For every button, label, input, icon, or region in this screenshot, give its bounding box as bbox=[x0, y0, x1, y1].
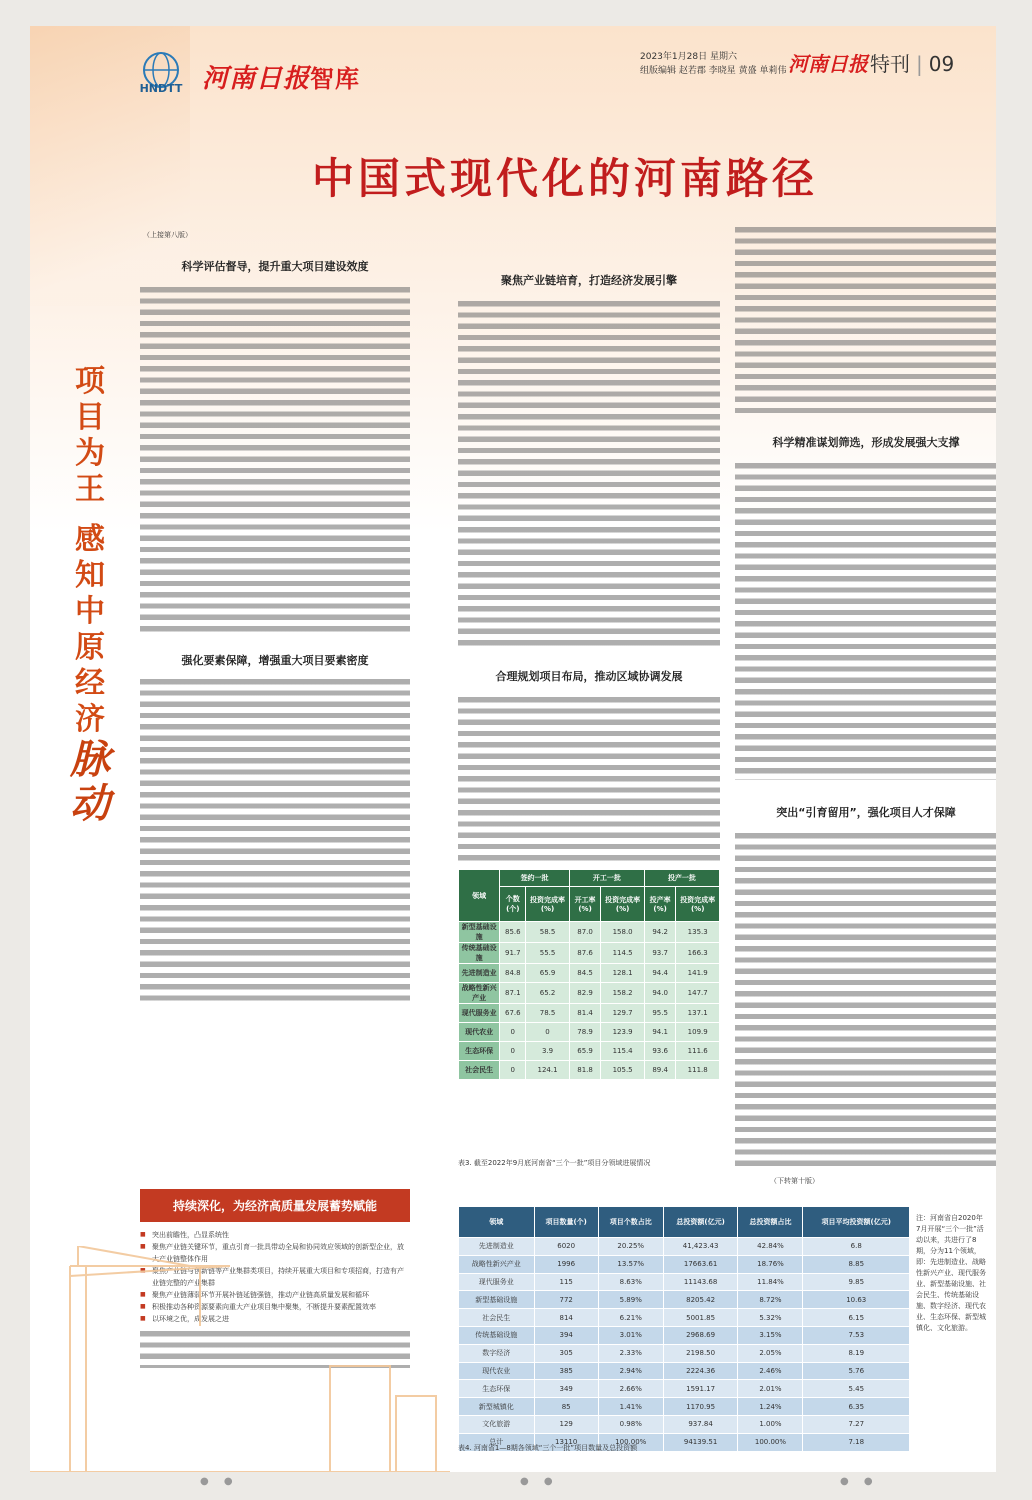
table-3-row bbox=[459, 1004, 720, 1023]
table-3-header-cell: 投资完成率(%) bbox=[526, 887, 570, 922]
table-4-cell: 8205.42 bbox=[663, 1291, 738, 1309]
table-4-cell: 937.84 bbox=[663, 1415, 738, 1433]
table-3-cell: 94.1 bbox=[644, 1023, 676, 1042]
table-4-cell: 10.63 bbox=[803, 1291, 910, 1309]
table-3-group-cell: 投产一批 bbox=[644, 870, 719, 887]
bullet-item: ■ 以环境之优，成发展之进 bbox=[140, 1313, 410, 1325]
table-3-row bbox=[459, 922, 720, 943]
page-dots-icon: ● ● bbox=[520, 1476, 559, 1487]
table-4-row-label: 传统基础设施 bbox=[459, 1326, 535, 1344]
table-3-cell: 93.7 bbox=[644, 943, 676, 964]
table-3-cell: 123.9 bbox=[601, 1023, 645, 1042]
header-info bbox=[640, 50, 786, 78]
table-4-cell: 2968.69 bbox=[663, 1326, 738, 1344]
table-3-header-cell: 领域 bbox=[459, 870, 500, 922]
table-4-cell: 6020 bbox=[534, 1238, 598, 1256]
table-3-cell: 115.4 bbox=[601, 1042, 645, 1061]
table-4-body bbox=[459, 1238, 910, 1452]
table-4-cell: 6.21% bbox=[598, 1309, 663, 1327]
vertical-title bbox=[60, 364, 120, 826]
table-3-group-cell: 签约一批 bbox=[500, 870, 570, 887]
table-4-cell: 2.94% bbox=[598, 1362, 663, 1380]
page-dots-icon: ● ● bbox=[200, 1476, 239, 1487]
table-3-cell: 91.7 bbox=[500, 943, 526, 964]
table-3-caption: 表3. 截至2022年9月底河南省“三个一批”项目分领域进展情况 bbox=[458, 1159, 651, 1167]
table-4-cell: 2.66% bbox=[598, 1380, 663, 1398]
page-number: 09 bbox=[928, 52, 955, 76]
table-3-row bbox=[459, 943, 720, 964]
table-4-cell: 8.19 bbox=[803, 1344, 910, 1362]
table-3-header-cell: 个数(个) bbox=[500, 887, 526, 922]
table-4-row bbox=[459, 1380, 910, 1398]
page-marker: 特刊 | 09 bbox=[870, 52, 955, 76]
table-3-row-label: 生态环保 bbox=[459, 1042, 500, 1061]
table-4-cell: 7.18 bbox=[803, 1433, 910, 1451]
table-4-cell: 3.01% bbox=[598, 1326, 663, 1344]
table-4-cell: 94139.51 bbox=[663, 1433, 738, 1451]
paper-logo: 河南日报 bbox=[788, 52, 868, 76]
vertical-title-line2: 感知中原经济 bbox=[75, 522, 105, 737]
table-4-row-label: 现代服务业 bbox=[459, 1273, 535, 1291]
brand-title bbox=[202, 58, 360, 95]
right-section-1-title: 科学精准谋划筛选，形成发展强大支撑 bbox=[772, 436, 960, 449]
table-4-row bbox=[459, 1362, 910, 1380]
table-4-cell: 11.84% bbox=[738, 1273, 803, 1291]
table-4-cell: 2.46% bbox=[738, 1362, 803, 1380]
table-3-header-cell: 投资完成率(%) bbox=[676, 887, 720, 922]
table-4-cell: 1996 bbox=[534, 1255, 598, 1273]
table-4-row bbox=[459, 1415, 910, 1433]
table-4-cell: 129 bbox=[534, 1415, 598, 1433]
table-3-header-cell: 开工率(%) bbox=[569, 887, 601, 922]
table-4-cell: 2.33% bbox=[598, 1344, 663, 1362]
table-3-cell: 158.0 bbox=[601, 922, 645, 943]
table-3-cell: 0 bbox=[526, 1023, 570, 1042]
table-4-cell: 8.63% bbox=[598, 1273, 663, 1291]
table-3-cell: 94.4 bbox=[644, 964, 676, 983]
logo-badge-text: HNDTT bbox=[139, 82, 183, 95]
table-3-row-label: 现代服务业 bbox=[459, 1004, 500, 1023]
table-4-row bbox=[459, 1238, 910, 1256]
table-3-cell: 84.5 bbox=[569, 964, 601, 983]
table-4-cell: 6.35 bbox=[803, 1398, 910, 1416]
table-4-cell: 5.76 bbox=[803, 1362, 910, 1380]
table-4-cell: 1591.17 bbox=[663, 1380, 738, 1398]
brand-suffix: 智库 bbox=[310, 65, 361, 93]
table-4-note: 注：河南省自2020年7月开展“三个一批”活动以来，共进行了8期，分为11个领域，即：先进制造业、战略性新兴产业、现代服务业、新型基础设施、社会民生、传统基础设施、数字经济、现代农业、生态环保、新型城镇化、文化旅游。 bbox=[916, 1214, 986, 1332]
table-3-header-cell: 投产率(%) bbox=[644, 887, 676, 922]
continued-to: （下转第十版） bbox=[770, 1177, 819, 1185]
table-4-cell: 42.84% bbox=[738, 1238, 803, 1256]
middle-section-2-title: 合理规划项目布局，推动区域协调发展 bbox=[495, 670, 683, 683]
table-4-cell: 772 bbox=[534, 1291, 598, 1309]
table-4-cell: 18.76% bbox=[738, 1255, 803, 1273]
page-headline: 中国式现代化的河南路径 bbox=[311, 154, 818, 203]
table-3-cell: 89.4 bbox=[644, 1061, 676, 1080]
table-3-row-label: 现代农业 bbox=[459, 1023, 500, 1042]
right-article-body-2 bbox=[735, 830, 996, 1170]
bullet-item: ■ 聚焦产业链关键环节，重点引育一批具带动全局和协同效应领域的创新型企业，放大产业链整体作用 bbox=[140, 1241, 410, 1265]
table-4-header-cell: 领域 bbox=[459, 1207, 535, 1238]
page-dots-icon: ● ● bbox=[840, 1476, 879, 1487]
table-4-row-label: 先进制造业 bbox=[459, 1238, 535, 1256]
table-4-cell: 7.53 bbox=[803, 1326, 910, 1344]
table-3-cell: 166.3 bbox=[676, 943, 720, 964]
table-3-cell: 93.6 bbox=[644, 1042, 676, 1061]
table-4-header-cell: 项目平均投资额(亿元) bbox=[803, 1207, 910, 1238]
vertical-title-line3: 脉动 bbox=[70, 736, 110, 827]
table-3-row bbox=[459, 1023, 720, 1042]
table-3-group-cell: 开工一批 bbox=[569, 870, 644, 887]
brand-name: 河南日报 bbox=[202, 64, 311, 94]
table-3-cell: 82.9 bbox=[569, 983, 601, 1004]
table-4-cell: 305 bbox=[534, 1344, 598, 1362]
table-4-cell: 2.01% bbox=[738, 1380, 803, 1398]
table-3-cell: 94.2 bbox=[644, 922, 676, 943]
table-3-row bbox=[459, 1042, 720, 1061]
table-4-cell: 2224.36 bbox=[663, 1362, 738, 1380]
table-3-cell: 87.6 bbox=[569, 943, 601, 964]
table-4-cell: 3.15% bbox=[738, 1326, 803, 1344]
left-section-1-title: 科学评估督导，提升重大项目建设效度 bbox=[181, 260, 369, 273]
table-3-cell: 111.8 bbox=[676, 1061, 720, 1080]
table-3-body bbox=[459, 922, 720, 1080]
middle-article-body-1 bbox=[458, 298, 720, 650]
table-3-cell: 87.1 bbox=[500, 983, 526, 1004]
table-3-cell: 141.9 bbox=[676, 964, 720, 983]
table-4-header-row bbox=[459, 1207, 910, 1238]
table-3-row bbox=[459, 1061, 720, 1080]
table-4-cell: 6.15 bbox=[803, 1309, 910, 1327]
table-3-cell: 81.8 bbox=[569, 1061, 601, 1080]
table-3-cell: 147.7 bbox=[676, 983, 720, 1004]
page-header bbox=[30, 26, 996, 106]
left-banner: 持续深化，为经济高质量发展蓄势赋能 bbox=[140, 1189, 410, 1222]
left-article-body-2 bbox=[140, 676, 410, 1006]
table-3-cell: 114.5 bbox=[601, 943, 645, 964]
table-3-cell: 95.5 bbox=[644, 1004, 676, 1023]
table-3-cell: 85.6 bbox=[500, 922, 526, 943]
table-4-row-label: 文化旅游 bbox=[459, 1415, 535, 1433]
table-4-row bbox=[459, 1309, 910, 1327]
table-3-cell: 135.3 bbox=[676, 922, 720, 943]
table-3-cell: 67.6 bbox=[500, 1004, 526, 1023]
table-4-cell: 85 bbox=[534, 1398, 598, 1416]
table-4-row-label: 现代农业 bbox=[459, 1362, 535, 1380]
table-3-cell: 58.5 bbox=[526, 922, 570, 943]
table-4-row-label: 新型基础设施 bbox=[459, 1291, 535, 1309]
table-4-cell: 394 bbox=[534, 1326, 598, 1344]
table-4-cell: 41,423.43 bbox=[663, 1238, 738, 1256]
table-4-row-label: 总计 bbox=[459, 1433, 535, 1451]
table-3-row-label: 社会民生 bbox=[459, 1061, 500, 1080]
table-3-row bbox=[459, 964, 720, 983]
table-3-cell: 78.5 bbox=[526, 1004, 570, 1023]
table-3-cell: 65.9 bbox=[569, 1042, 601, 1061]
table-3-cell: 128.1 bbox=[601, 964, 645, 983]
table-4-cell: 17663.61 bbox=[663, 1255, 738, 1273]
table-4-cell: 349 bbox=[534, 1380, 598, 1398]
table-3-row-label: 传统基础设施 bbox=[459, 943, 500, 964]
table-3-row-label: 先进制造业 bbox=[459, 964, 500, 983]
table-4-row bbox=[459, 1398, 910, 1416]
table-4-row-label: 战略性新兴产业 bbox=[459, 1255, 535, 1273]
table-4-cell: 5001.85 bbox=[663, 1309, 738, 1327]
table-4-cell: 5.45 bbox=[803, 1380, 910, 1398]
table-3-cell: 81.4 bbox=[569, 1004, 601, 1023]
table-3-cell: 55.5 bbox=[526, 943, 570, 964]
table-4-cell: 2.05% bbox=[738, 1344, 803, 1362]
table-4-header-cell: 总投资额占比 bbox=[738, 1207, 803, 1238]
table-4-row bbox=[459, 1255, 910, 1273]
table-4-row-label: 新型城镇化 bbox=[459, 1398, 535, 1416]
table-3-cell: 124.1 bbox=[526, 1061, 570, 1080]
table-3-cell: 105.5 bbox=[601, 1061, 645, 1080]
table-4-cell: 100.00% bbox=[738, 1433, 803, 1451]
table-4-cell: 385 bbox=[534, 1362, 598, 1380]
table-4-cell: 1.41% bbox=[598, 1398, 663, 1416]
globe-logo-icon bbox=[130, 48, 192, 96]
table-4-header-cell: 项目数量(个) bbox=[534, 1207, 598, 1238]
table-4-cell: 7.27 bbox=[803, 1415, 910, 1433]
table-3-group-header bbox=[459, 870, 720, 887]
table-4-row bbox=[459, 1326, 910, 1344]
table-4-row bbox=[459, 1291, 910, 1309]
table-4-row-label: 生态环保 bbox=[459, 1380, 535, 1398]
table-4-header-cell: 项目个数占比 bbox=[598, 1207, 663, 1238]
table-3-cell: 109.9 bbox=[676, 1023, 720, 1042]
table-4-cell: 11143.68 bbox=[663, 1273, 738, 1291]
table-4-row-label: 社会民生 bbox=[459, 1309, 535, 1327]
table-4-cell: 0.98% bbox=[598, 1415, 663, 1433]
table-4-cell: 8.72% bbox=[738, 1291, 803, 1309]
bullet-item: ■ 积极推动各种资源要素向重大产业项目集中聚集，不断提升要素配置效率 bbox=[140, 1301, 410, 1313]
table-4-cell: 814 bbox=[534, 1309, 598, 1327]
table-3-cell: 0 bbox=[500, 1023, 526, 1042]
table-4-cell: 13110 bbox=[534, 1433, 598, 1451]
table-4-cell: 9.85 bbox=[803, 1273, 910, 1291]
table-3-cell: 3.9 bbox=[526, 1042, 570, 1061]
table-3-cell: 84.8 bbox=[500, 964, 526, 983]
table-4-row bbox=[459, 1344, 910, 1362]
section-name: 特刊 bbox=[870, 52, 910, 76]
left-section-2-title: 强化要素保障，增强重大项目要素密度 bbox=[181, 654, 369, 667]
continued-from: （上接第八版） bbox=[143, 231, 192, 239]
table-3-header-cell: 投资完成率(%) bbox=[601, 887, 645, 922]
table-3-cell: 129.7 bbox=[601, 1004, 645, 1023]
bullet-item: ■ 聚焦产业链薄弱环节开展补链延链强链，推动产业链高质量发展和循环 bbox=[140, 1289, 410, 1301]
table-3-cell: 158.2 bbox=[601, 983, 645, 1004]
table-4-cell: 20.25% bbox=[598, 1238, 663, 1256]
table-4-cell: 115 bbox=[534, 1273, 598, 1291]
table-4-cell: 13.57% bbox=[598, 1255, 663, 1273]
table-3-cell: 137.1 bbox=[676, 1004, 720, 1023]
table-3 bbox=[458, 869, 720, 1080]
table-3-cell: 65.9 bbox=[526, 964, 570, 983]
middle-article-body-2 bbox=[458, 694, 720, 862]
table-3-cell: 87.0 bbox=[569, 922, 601, 943]
newspaper-page bbox=[30, 26, 996, 1472]
table-3-cell: 94.0 bbox=[644, 983, 676, 1004]
table-3-cell: 78.9 bbox=[569, 1023, 601, 1042]
table-4-cell: 1170.95 bbox=[663, 1398, 738, 1416]
table-3-cell: 65.2 bbox=[526, 983, 570, 1004]
vertical-title-line1: 项目为王 bbox=[75, 364, 105, 507]
table-4-cell: 100.00% bbox=[598, 1433, 663, 1451]
table-3-cell: 0 bbox=[500, 1061, 526, 1080]
table-4-cell: 6.8 bbox=[803, 1238, 910, 1256]
table-4-cell: 5.89% bbox=[598, 1291, 663, 1309]
table-3-cell: 111.6 bbox=[676, 1042, 720, 1061]
right-article-body-1 bbox=[735, 460, 996, 780]
table-4-cell: 1.24% bbox=[738, 1398, 803, 1416]
table-4-cell: 5.32% bbox=[738, 1309, 803, 1327]
table-4-row-label: 数字经济 bbox=[459, 1344, 535, 1362]
table-4-row bbox=[459, 1273, 910, 1291]
table-4-cell: 1.00% bbox=[738, 1415, 803, 1433]
left-article-body-1 bbox=[140, 284, 410, 634]
issue-date: 2023年1月28日 星期六 bbox=[640, 52, 737, 62]
bullet-item: ■ 聚焦产业链与创新链等产业集群类项目，持续开展重大项目和专项招商，打造有产业链完整的产业集群 bbox=[140, 1265, 410, 1289]
table-4 bbox=[458, 1206, 910, 1452]
table-4-cell: 2198.50 bbox=[663, 1344, 738, 1362]
editors-line: 组版编辑 赵若郡 李晓星 黄盛 单莉伟 bbox=[640, 66, 787, 76]
table-3-row bbox=[459, 983, 720, 1004]
bullet-item: ■ 突出前瞻性，凸显系统性 bbox=[140, 1229, 410, 1241]
table-4-cell: 8.85 bbox=[803, 1255, 910, 1273]
table-4-header-cell: 总投资额(亿元) bbox=[663, 1207, 738, 1238]
right-article-body-0 bbox=[735, 224, 996, 414]
crane-illustration-icon bbox=[30, 1246, 450, 1472]
table-3-row-label: 战略性新兴产业 bbox=[459, 983, 500, 1004]
middle-section-1-title: 聚焦产业链培育，打造经济发展引擎 bbox=[501, 274, 677, 287]
right-section-2-title: 突出“引育留用”，强化项目人才保障 bbox=[776, 806, 956, 819]
table-3-cell: 0 bbox=[500, 1042, 526, 1061]
table-3-row-label: 新型基础设施 bbox=[459, 922, 500, 943]
table-4-caption: 表4. 河南省1—8期各领域“三个一批”项目数量及总投资额 bbox=[458, 1444, 638, 1452]
